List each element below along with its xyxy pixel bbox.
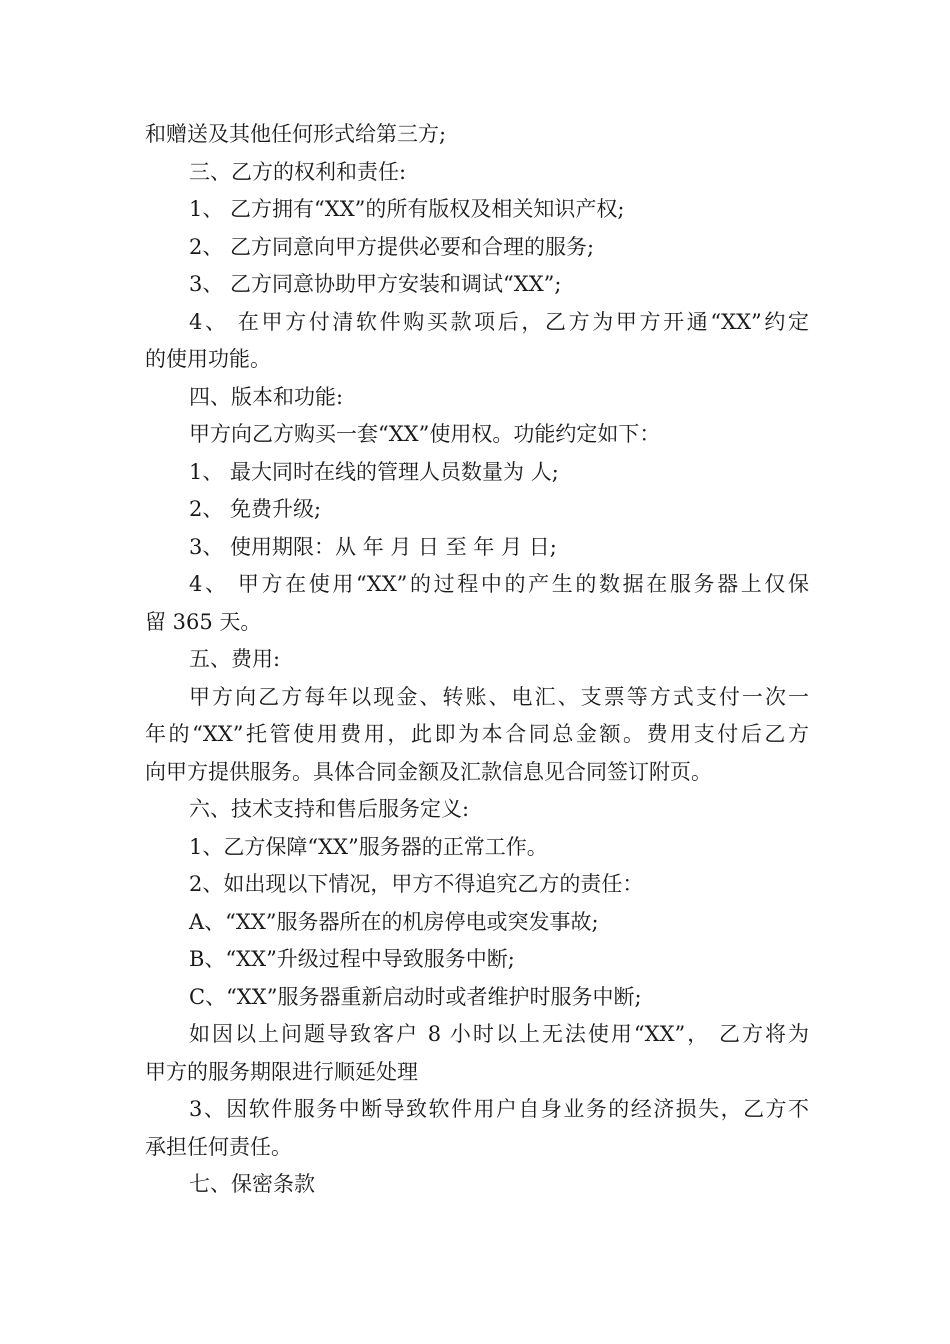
text-line: 1、 最大同时在线的管理人员数量为 人; [189,459,559,484]
text-line: 2、 免费升级; [189,497,322,521]
text-line: C、“XX”服务器重新启动时或者维护时服务中断; [189,984,642,1009]
text-line: 4、 在甲方付清软件购买款项后，乙方为甲方开通“XX”约定 [189,309,809,334]
text-line: B、“XX”升级过程中导致服务中断; [189,947,515,971]
section-heading-version: 四、版本和功能: [189,384,344,409]
text-line: 留 365 天。 [145,609,262,634]
section-heading-confidentiality: 七、保密条款 [189,1172,315,1196]
section-heading-rights: 三、乙方的权利和责任: [189,159,407,184]
text-line: 甲方的服务期限进行顺延处理 [145,1059,418,1084]
text-line: 承担任何责任。 [145,1134,292,1159]
text-line: 向甲方提供服务。具体合同金额及汇款信息见合同签订附页。 [145,759,712,784]
text-line: 3、 乙方同意协助甲方安装和调试“XX”; [189,272,562,296]
text-line: 甲方向乙方购买一套“XX”使用权。功能约定如下： [189,422,661,446]
text-line: 年的“XX”托管使用费用，此即为本合同总金额。费用支付后乙方 [145,722,809,746]
section-heading-support: 六、技术支持和售后服务定义: [189,797,470,821]
text-line: 3、 使用期限：从 年 月 日 至 年 月 日; [189,534,557,559]
text-line: 如因以上问题导致客户 8 小时以上无法使用“XX”， 乙方将为 [189,1022,809,1046]
text-line: 和赠送及其他任何形式给第三方; [145,122,447,146]
text-line: 3、因软件服务中断导致软件用户自身业务的经济损失，乙方不 [189,1097,809,1121]
text-line: 2、 乙方同意向甲方提供必要和合理的服务; [189,234,595,259]
text-line: 4、 甲方在使用“XX”的过程中的产生的数据在服务器上仅保 [189,572,809,596]
text-line: 1、 乙方拥有“XX”的所有版权及相关知识产权; [189,197,625,221]
text-line: 2、如出现以下情况，甲方不得追究乙方的责任： [189,872,644,896]
text-line: 甲方向乙方每年以现金、转账、电汇、支票等方式支付一次一 [189,684,809,709]
text-line: 的使用功能。 [145,347,271,371]
text-line: 1、乙方保障“XX”服务器的正常工作。 [189,834,548,859]
text-line: A、“XX”服务器所在的机房停电或突发事故; [189,909,599,934]
section-heading-fees: 五、费用: [189,647,281,671]
document-body [145,116,809,1204]
